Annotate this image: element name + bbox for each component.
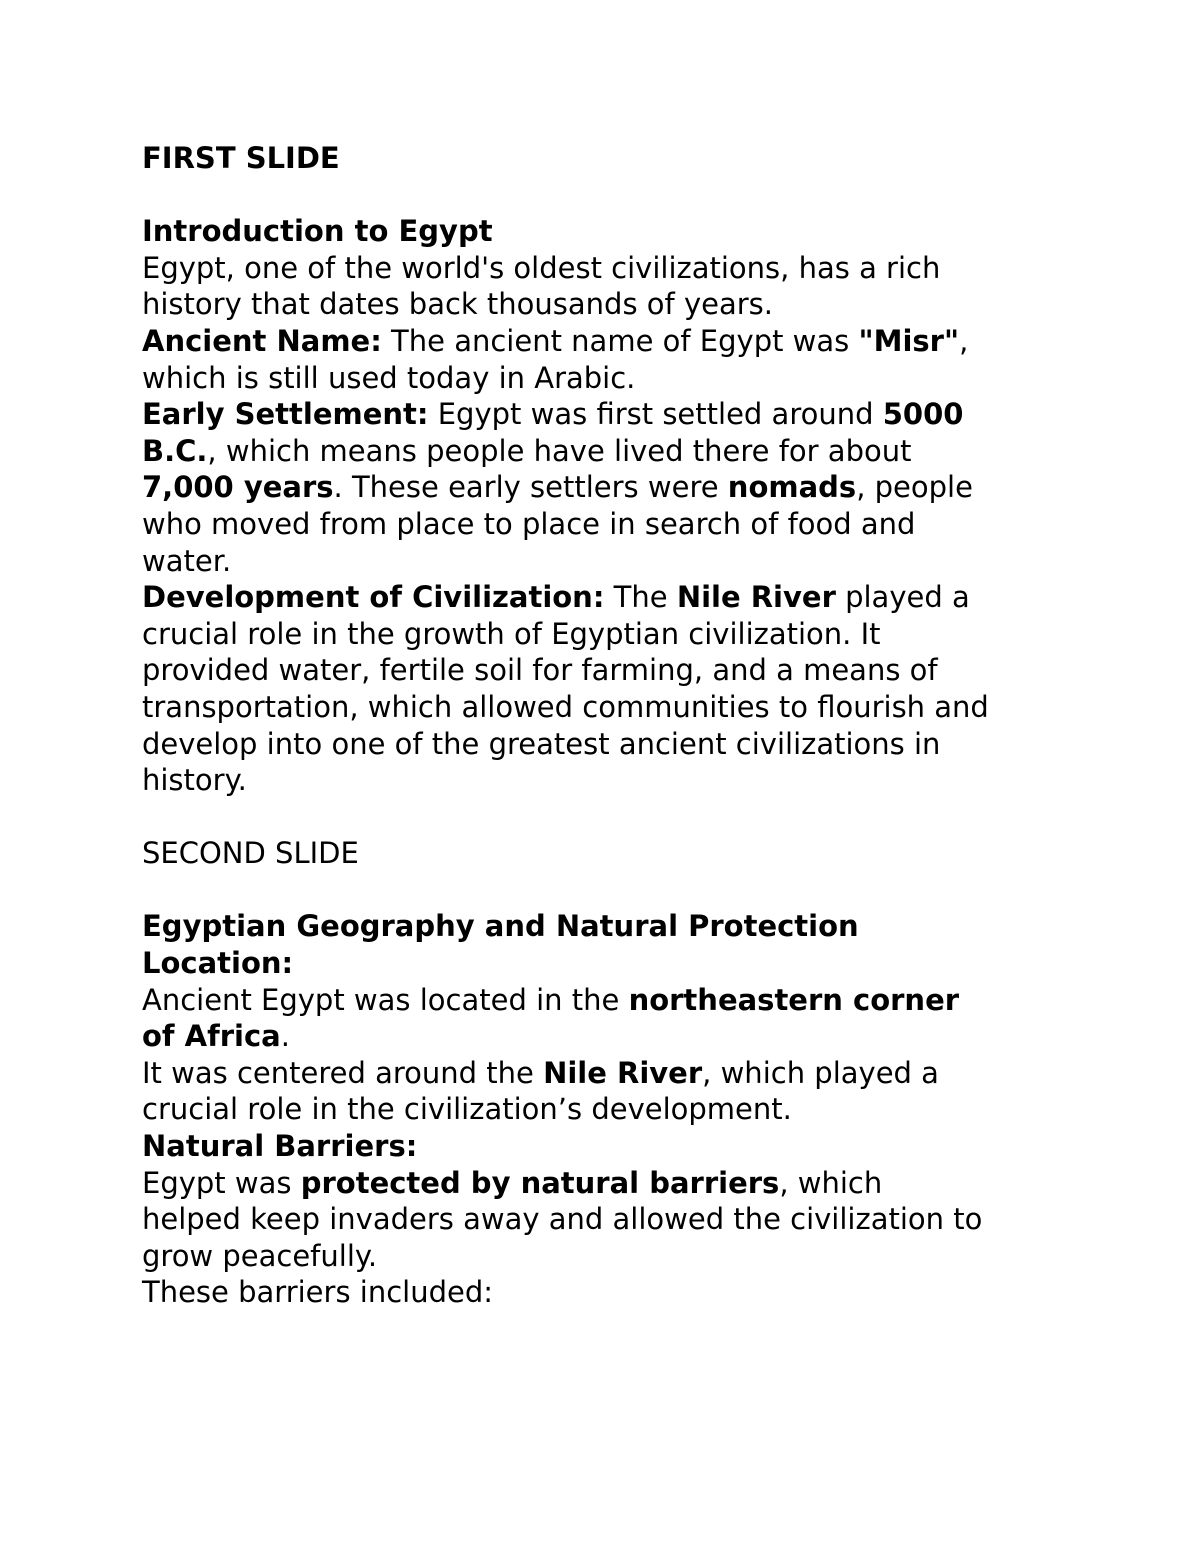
barriers-line-3: grow peacefully. xyxy=(142,1238,378,1273)
development-label: Development of Civilization: xyxy=(142,580,605,615)
location-label: Location: xyxy=(142,946,294,981)
barriers-included: These barriers included: xyxy=(142,1275,494,1310)
spacer xyxy=(142,872,1072,909)
early-settlement-text: Egypt was first settled around xyxy=(428,397,883,432)
spacer xyxy=(142,177,1072,214)
early-settlement-line-4: who moved from place to place in search of food and xyxy=(142,506,916,541)
intro-line-1: Egypt, one of the world's oldest civilizations, has a rich xyxy=(142,250,941,285)
development-line-4: transportation, which allowed communities to flourish and xyxy=(142,689,989,724)
barriers-line-1 xyxy=(142,1165,1072,1202)
document-page xyxy=(142,140,1072,1311)
protected-term: protected by natural barriers xyxy=(300,1165,780,1200)
development-line-5: develop into one of the greatest ancient civilizations in xyxy=(142,726,941,761)
barriers-text-2: , which xyxy=(779,1165,883,1200)
year-5000: 5000 xyxy=(882,397,964,432)
northeastern-corner-term: northeastern corner xyxy=(628,982,960,1017)
intro-line-2: history that dates back thousands of years. xyxy=(142,287,773,322)
barriers-line-2: helped keep invaders away and allowed the civilization to xyxy=(142,1202,983,1237)
location-line-2 xyxy=(142,1018,1072,1055)
early-settlement-line-2 xyxy=(142,433,1072,470)
location-text: Ancient Egypt was located in the xyxy=(142,982,629,1017)
barriers-text: Egypt was xyxy=(142,1165,301,1200)
of-africa-term: of Africa xyxy=(142,1019,281,1054)
slide1-heading: FIRST SLIDE xyxy=(142,141,340,175)
development-line-2: crucial role in the growth of Egyptian civilization. It xyxy=(142,616,881,651)
ancient-name-comma: , xyxy=(959,323,969,358)
natural-barriers-label: Natural Barriers: xyxy=(142,1129,418,1164)
development-line-1 xyxy=(142,579,1072,616)
nile-river-term: Nile River xyxy=(676,580,836,615)
slide2-title: Egyptian Geography and Natural Protection xyxy=(142,909,859,944)
early-settlement-line-1 xyxy=(142,396,1072,433)
early-settlement-label: Early Settlement: xyxy=(142,397,429,432)
nile-line-1 xyxy=(142,1055,1072,1092)
ancient-name-text: The ancient name of Egypt was xyxy=(381,323,859,358)
ancient-name-line-1 xyxy=(142,323,1072,360)
slide1-title: Introduction to Egypt xyxy=(142,214,493,249)
misr-term: "Misr" xyxy=(858,323,960,358)
spacer xyxy=(142,799,1072,836)
nile-line-2: crucial role in the civilization’s development. xyxy=(142,1092,792,1127)
early-settlement-line-3 xyxy=(142,469,1072,506)
slide2-heading: SECOND SLIDE xyxy=(142,836,359,871)
ancient-name-line-2: which is still used today in Arabic. xyxy=(142,360,636,395)
years-7000: 7,000 years xyxy=(142,470,334,505)
location-line-1 xyxy=(142,982,1072,1019)
nile-river-term-2: Nile River xyxy=(543,1055,703,1090)
location-period: . xyxy=(280,1019,290,1054)
nile-text: It was centered around the xyxy=(142,1055,544,1090)
development-line-6: history. xyxy=(142,763,247,798)
early-settlement-text-2: , which means people have lived there for about xyxy=(207,433,912,468)
early-settlement-text-3: . These early settlers were xyxy=(333,470,728,505)
nile-text-2: , which played a xyxy=(702,1055,939,1090)
nomads-term: nomads xyxy=(727,470,857,505)
early-settlement-text-4: , people xyxy=(856,470,973,505)
development-line-3: provided water, fertile soil for farming, and a means of xyxy=(142,653,938,688)
early-settlement-line-5: water. xyxy=(142,543,232,578)
bc-term: B.C. xyxy=(142,433,208,468)
development-text-2: played a xyxy=(835,580,970,615)
development-text: The xyxy=(604,580,677,615)
ancient-name-label: Ancient Name: xyxy=(142,323,382,358)
